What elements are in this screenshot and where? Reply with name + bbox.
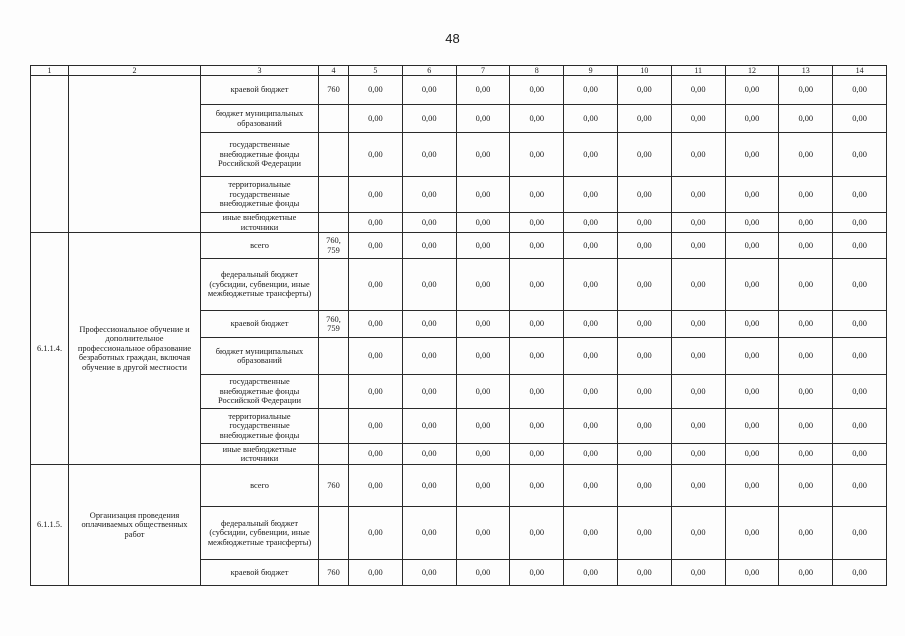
value-cell: 0,00 xyxy=(456,311,510,338)
value-cell: 0,00 xyxy=(725,105,779,133)
budget-code xyxy=(319,133,349,177)
header-cell: 8 xyxy=(510,66,564,76)
value-cell: 0,00 xyxy=(779,133,833,177)
value-cell: 0,00 xyxy=(617,507,671,560)
funding-source: государственные внебюджетные фонды Российской Федерации xyxy=(201,133,319,177)
budget-code: 760, 759 xyxy=(319,233,349,259)
value-cell: 0,00 xyxy=(510,213,564,233)
value-cell: 0,00 xyxy=(725,133,779,177)
value-cell: 0,00 xyxy=(349,311,403,338)
value-cell: 0,00 xyxy=(564,311,618,338)
value-cell: 0,00 xyxy=(456,338,510,375)
item-code xyxy=(31,76,69,233)
value-cell: 0,00 xyxy=(456,507,510,560)
value-cell: 0,00 xyxy=(671,560,725,586)
value-cell: 0,00 xyxy=(349,560,403,586)
table-row xyxy=(31,76,887,105)
value-cell: 0,00 xyxy=(617,233,671,259)
value-cell: 0,00 xyxy=(456,76,510,105)
value-cell: 0,00 xyxy=(779,76,833,105)
value-cell: 0,00 xyxy=(456,560,510,586)
value-cell: 0,00 xyxy=(564,177,618,213)
value-cell: 0,00 xyxy=(617,444,671,465)
value-cell: 0,00 xyxy=(402,338,456,375)
value-cell: 0,00 xyxy=(779,444,833,465)
value-cell: 0,00 xyxy=(349,76,403,105)
table-row xyxy=(31,233,887,259)
value-cell: 0,00 xyxy=(725,409,779,444)
value-cell: 0,00 xyxy=(564,375,618,409)
funding-source: всего xyxy=(201,233,319,259)
budget-code xyxy=(319,105,349,133)
value-cell: 0,00 xyxy=(564,444,618,465)
value-cell: 0,00 xyxy=(349,259,403,311)
value-cell: 0,00 xyxy=(833,465,887,507)
value-cell: 0,00 xyxy=(349,177,403,213)
value-cell: 0,00 xyxy=(510,177,564,213)
header-row xyxy=(31,66,887,76)
value-cell: 0,00 xyxy=(725,233,779,259)
value-cell: 0,00 xyxy=(617,375,671,409)
value-cell: 0,00 xyxy=(671,507,725,560)
value-cell: 0,00 xyxy=(725,177,779,213)
value-cell: 0,00 xyxy=(671,233,725,259)
value-cell: 0,00 xyxy=(671,76,725,105)
value-cell: 0,00 xyxy=(833,177,887,213)
value-cell: 0,00 xyxy=(349,213,403,233)
budget-code xyxy=(319,177,349,213)
value-cell: 0,00 xyxy=(456,409,510,444)
budget-code xyxy=(319,444,349,465)
value-cell: 0,00 xyxy=(402,233,456,259)
value-cell: 0,00 xyxy=(671,409,725,444)
value-cell: 0,00 xyxy=(725,259,779,311)
value-cell: 0,00 xyxy=(564,409,618,444)
value-cell: 0,00 xyxy=(779,465,833,507)
funding-source: территориальные государственные внебюджетные фонды xyxy=(201,177,319,213)
value-cell: 0,00 xyxy=(349,409,403,444)
value-cell: 0,00 xyxy=(725,338,779,375)
value-cell: 0,00 xyxy=(402,560,456,586)
funding-source: территориальные государственные внебюджетные фонды xyxy=(201,409,319,444)
value-cell: 0,00 xyxy=(510,76,564,105)
value-cell: 0,00 xyxy=(456,444,510,465)
funding-source: иные внебюджетные источники xyxy=(201,213,319,233)
budget-code xyxy=(319,338,349,375)
value-cell: 0,00 xyxy=(779,338,833,375)
value-cell: 0,00 xyxy=(402,259,456,311)
value-cell: 0,00 xyxy=(671,465,725,507)
value-cell: 0,00 xyxy=(779,105,833,133)
value-cell: 0,00 xyxy=(671,213,725,233)
budget-code: 760 xyxy=(319,76,349,105)
header-cell: 11 xyxy=(671,66,725,76)
value-cell: 0,00 xyxy=(725,213,779,233)
funding-source: краевой бюджет xyxy=(201,311,319,338)
funding-source: краевой бюджет xyxy=(201,560,319,586)
value-cell: 0,00 xyxy=(833,375,887,409)
value-cell: 0,00 xyxy=(510,233,564,259)
value-cell: 0,00 xyxy=(402,177,456,213)
value-cell: 0,00 xyxy=(510,560,564,586)
funding-source: государственные внебюджетные фонды Российской Федерации xyxy=(201,375,319,409)
funding-source: всего xyxy=(201,465,319,507)
header-cell: 5 xyxy=(349,66,403,76)
value-cell: 0,00 xyxy=(349,133,403,177)
value-cell: 0,00 xyxy=(564,560,618,586)
value-cell: 0,00 xyxy=(456,465,510,507)
value-cell: 0,00 xyxy=(779,507,833,560)
value-cell: 0,00 xyxy=(402,133,456,177)
value-cell: 0,00 xyxy=(402,375,456,409)
header-cell: 6 xyxy=(402,66,456,76)
value-cell: 0,00 xyxy=(779,213,833,233)
value-cell: 0,00 xyxy=(725,507,779,560)
budget-code xyxy=(319,375,349,409)
value-cell: 0,00 xyxy=(564,213,618,233)
value-cell: 0,00 xyxy=(456,375,510,409)
value-cell: 0,00 xyxy=(833,311,887,338)
value-cell: 0,00 xyxy=(402,444,456,465)
value-cell: 0,00 xyxy=(456,233,510,259)
value-cell: 0,00 xyxy=(456,177,510,213)
value-cell: 0,00 xyxy=(779,409,833,444)
page-number: 48 xyxy=(445,31,460,46)
value-cell: 0,00 xyxy=(564,133,618,177)
value-cell: 0,00 xyxy=(510,507,564,560)
value-cell: 0,00 xyxy=(564,105,618,133)
value-cell: 0,00 xyxy=(617,105,671,133)
value-cell: 0,00 xyxy=(617,409,671,444)
header-cell: 1 xyxy=(31,66,69,76)
value-cell: 0,00 xyxy=(833,213,887,233)
budget-code xyxy=(319,507,349,560)
value-cell: 0,00 xyxy=(779,311,833,338)
budget-code: 760, 759 xyxy=(319,311,349,338)
value-cell: 0,00 xyxy=(349,444,403,465)
value-cell: 0,00 xyxy=(349,375,403,409)
funding-source: иные внебюджетные источники xyxy=(201,444,319,465)
header-cell: 3 xyxy=(201,66,319,76)
value-cell: 0,00 xyxy=(617,311,671,338)
value-cell: 0,00 xyxy=(833,444,887,465)
header-cell: 13 xyxy=(779,66,833,76)
value-cell: 0,00 xyxy=(671,375,725,409)
budget-code xyxy=(319,409,349,444)
value-cell: 0,00 xyxy=(510,338,564,375)
header-cell: 12 xyxy=(725,66,779,76)
value-cell: 0,00 xyxy=(833,338,887,375)
value-cell: 0,00 xyxy=(671,105,725,133)
value-cell: 0,00 xyxy=(725,465,779,507)
item-code: 6.1.1.4. xyxy=(31,233,69,465)
value-cell: 0,00 xyxy=(510,375,564,409)
value-cell: 0,00 xyxy=(349,507,403,560)
value-cell: 0,00 xyxy=(779,177,833,213)
value-cell: 0,00 xyxy=(725,76,779,105)
header-cell: 7 xyxy=(456,66,510,76)
value-cell: 0,00 xyxy=(617,213,671,233)
value-cell: 0,00 xyxy=(617,133,671,177)
value-cell: 0,00 xyxy=(402,213,456,233)
item-name: Организация проведения оплачиваемых общественных работ xyxy=(69,465,201,586)
value-cell: 0,00 xyxy=(671,259,725,311)
value-cell: 0,00 xyxy=(564,465,618,507)
item-code: 6.1.1.5. xyxy=(31,465,69,586)
value-cell: 0,00 xyxy=(671,133,725,177)
value-cell: 0,00 xyxy=(671,177,725,213)
value-cell: 0,00 xyxy=(617,465,671,507)
value-cell: 0,00 xyxy=(833,507,887,560)
value-cell: 0,00 xyxy=(510,311,564,338)
funding-source: федеральный бюджет (субсидии, субвенции, иные межбюджетные трансферты) xyxy=(201,259,319,311)
value-cell: 0,00 xyxy=(510,133,564,177)
value-cell: 0,00 xyxy=(510,465,564,507)
value-cell: 0,00 xyxy=(349,233,403,259)
budget-code xyxy=(319,259,349,311)
value-cell: 0,00 xyxy=(833,233,887,259)
funding-source: краевой бюджет xyxy=(201,76,319,105)
value-cell: 0,00 xyxy=(725,560,779,586)
value-cell: 0,00 xyxy=(402,105,456,133)
value-cell: 0,00 xyxy=(349,465,403,507)
value-cell: 0,00 xyxy=(671,338,725,375)
value-cell: 0,00 xyxy=(725,311,779,338)
value-cell: 0,00 xyxy=(671,311,725,338)
value-cell: 0,00 xyxy=(779,560,833,586)
value-cell: 0,00 xyxy=(510,105,564,133)
header-cell: 2 xyxy=(69,66,201,76)
value-cell: 0,00 xyxy=(564,76,618,105)
value-cell: 0,00 xyxy=(349,338,403,375)
budget-table xyxy=(30,65,887,586)
value-cell: 0,00 xyxy=(833,133,887,177)
header-cell: 4 xyxy=(319,66,349,76)
value-cell: 0,00 xyxy=(349,105,403,133)
header-cell: 10 xyxy=(617,66,671,76)
item-name: Профессиональное обучение и дополнительное профессиональное образование безработных граждан, включая обучение в другой местности xyxy=(69,233,201,465)
value-cell: 0,00 xyxy=(617,259,671,311)
value-cell: 0,00 xyxy=(833,76,887,105)
value-cell: 0,00 xyxy=(779,233,833,259)
value-cell: 0,00 xyxy=(456,105,510,133)
value-cell: 0,00 xyxy=(456,259,510,311)
funding-source: бюджет муниципальных образований xyxy=(201,338,319,375)
value-cell: 0,00 xyxy=(510,409,564,444)
value-cell: 0,00 xyxy=(725,444,779,465)
value-cell: 0,00 xyxy=(833,259,887,311)
value-cell: 0,00 xyxy=(456,133,510,177)
value-cell: 0,00 xyxy=(402,311,456,338)
funding-source: бюджет муниципальных образований xyxy=(201,105,319,133)
value-cell: 0,00 xyxy=(510,444,564,465)
value-cell: 0,00 xyxy=(617,76,671,105)
value-cell: 0,00 xyxy=(402,76,456,105)
value-cell: 0,00 xyxy=(671,444,725,465)
value-cell: 0,00 xyxy=(456,213,510,233)
table-row xyxy=(31,465,887,507)
table-body xyxy=(31,66,887,586)
funding-source: федеральный бюджет (субсидии, субвенции, иные межбюджетные трансферты) xyxy=(201,507,319,560)
header-cell: 14 xyxy=(833,66,887,76)
value-cell: 0,00 xyxy=(564,233,618,259)
value-cell: 0,00 xyxy=(725,375,779,409)
budget-code: 760 xyxy=(319,560,349,586)
value-cell: 0,00 xyxy=(564,338,618,375)
value-cell: 0,00 xyxy=(833,560,887,586)
header-cell: 9 xyxy=(564,66,618,76)
value-cell: 0,00 xyxy=(833,105,887,133)
value-cell: 0,00 xyxy=(617,338,671,375)
value-cell: 0,00 xyxy=(564,259,618,311)
value-cell: 0,00 xyxy=(402,507,456,560)
value-cell: 0,00 xyxy=(510,259,564,311)
value-cell: 0,00 xyxy=(779,259,833,311)
value-cell: 0,00 xyxy=(617,177,671,213)
value-cell: 0,00 xyxy=(402,409,456,444)
value-cell: 0,00 xyxy=(833,409,887,444)
value-cell: 0,00 xyxy=(779,375,833,409)
budget-code: 760 xyxy=(319,465,349,507)
budget-code xyxy=(319,213,349,233)
value-cell: 0,00 xyxy=(564,507,618,560)
value-cell: 0,00 xyxy=(402,465,456,507)
item-name xyxy=(69,76,201,233)
value-cell: 0,00 xyxy=(617,560,671,586)
